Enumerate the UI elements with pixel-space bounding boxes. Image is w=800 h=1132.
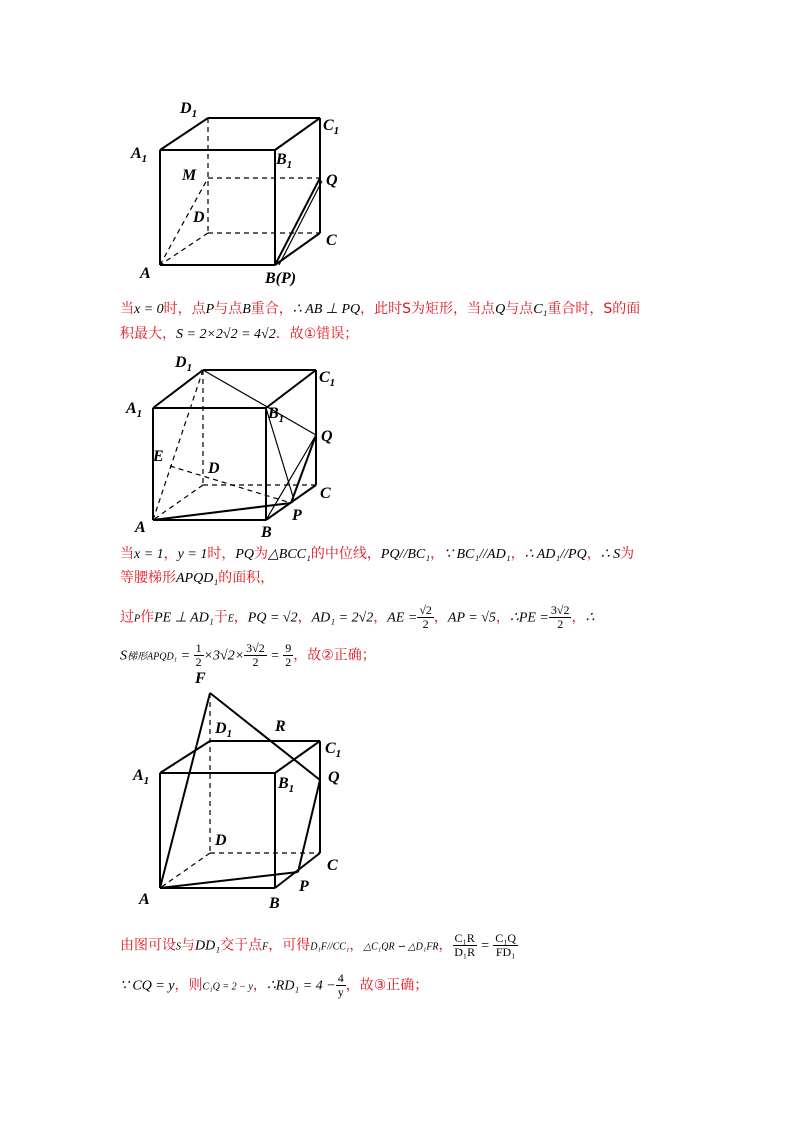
label-BP: B(P) bbox=[265, 270, 297, 287]
figure-1-hidden-edges bbox=[160, 118, 320, 265]
para2-line1: 当x = 1，y = 1时，PQ为△BCC₁的中位线，PQ//BC₁，∵ BC₁//AD₁，∴ AD₁//PQ，∴ S为 bbox=[120, 546, 635, 562]
para2-line3: 过P作PE ⊥ AD₁于E，PQ = √2，AD₁ = 2√2，AE = $\frac{√2}{2}$ ，AP = √5，∴PE = $\frac{3√2}{2}$ ，∴ bbox=[120, 603, 595, 631]
label-D: D bbox=[193, 209, 205, 226]
label-P: P bbox=[292, 507, 302, 524]
label-D1: $D_1$ bbox=[180, 100, 198, 120]
label-B: B bbox=[269, 895, 280, 912]
para1-line1: 当x = 0时，点P与点B重合，∴ AB ⊥ PQ，此时S为矩形，当点Q与点C₁重合时，S的面 bbox=[120, 301, 641, 317]
para2-line2: 等腰梯形APQD₁的面积， bbox=[120, 570, 275, 586]
figure-3-hidden-edges bbox=[160, 693, 320, 888]
label-B: B bbox=[261, 524, 272, 541]
label-Q: Q bbox=[326, 172, 338, 189]
figure-3-labels bbox=[132, 670, 341, 912]
label-C: C bbox=[327, 857, 338, 874]
label-C: C bbox=[326, 232, 337, 249]
label-C1: $C_1$ bbox=[319, 369, 336, 389]
label-A1: $A_1$ bbox=[131, 145, 148, 165]
label-B1: $B_1$ bbox=[276, 151, 293, 171]
label-R: R bbox=[275, 718, 286, 735]
label-D1: $D_1$ bbox=[175, 354, 193, 374]
figure-1-labels bbox=[130, 100, 339, 287]
label-A1: $A_1$ bbox=[133, 767, 150, 787]
label-A: A bbox=[140, 265, 151, 282]
label-P: P bbox=[299, 878, 309, 895]
label-Q: Q bbox=[321, 428, 333, 445]
figure-2-labels bbox=[125, 354, 335, 541]
label-A1: $A_1$ bbox=[126, 400, 143, 420]
figure-2-hidden-edges bbox=[153, 370, 316, 520]
figure-3-edges bbox=[160, 693, 320, 888]
label-D: D bbox=[215, 832, 227, 849]
label-M: M bbox=[182, 167, 197, 184]
label-C: C bbox=[320, 485, 331, 502]
label-C1: $C_1$ bbox=[323, 117, 340, 137]
label-E: E bbox=[153, 448, 164, 465]
para2-line4: S梯形APQD₁ = $\frac{1}{2}$ ×3√2× $\frac{3√2}{2}$ = $\frac{9}{2}$ ，故②正确； bbox=[120, 641, 376, 669]
label-B1: $B_1$ bbox=[278, 775, 295, 795]
label-Q: Q bbox=[328, 769, 340, 786]
para1-line2: 积最大，S = 2×2√2 = 4√2．故①错误； bbox=[120, 326, 359, 342]
label-A: A bbox=[135, 519, 146, 536]
para3-line1: 由图可设S与DD₁交于点F，可得D₁F//CC₁，△C₁QR ∽ △D₁FR， $\frac{\text{C₁R}}{\text{D₁R}}$ = $\frac{\text{C₁Q}}{\text{FD₁}}$ bbox=[120, 931, 517, 959]
label-D1: $D_1$ bbox=[215, 720, 233, 740]
label-B1: $B_1$ bbox=[268, 405, 285, 425]
label-F: F bbox=[195, 670, 206, 687]
label-D: D bbox=[208, 460, 220, 477]
figure-2-edges bbox=[153, 370, 316, 520]
figure-1-edges bbox=[160, 118, 322, 265]
label-A: A bbox=[139, 891, 150, 908]
label-C1: $C_1$ bbox=[325, 740, 342, 760]
para3-line2: ∵ CQ = y，则C₁Q = 2 − y，∴RD₁ = 4 − $\frac{4}{y}$ ，故③正确； bbox=[120, 971, 429, 999]
